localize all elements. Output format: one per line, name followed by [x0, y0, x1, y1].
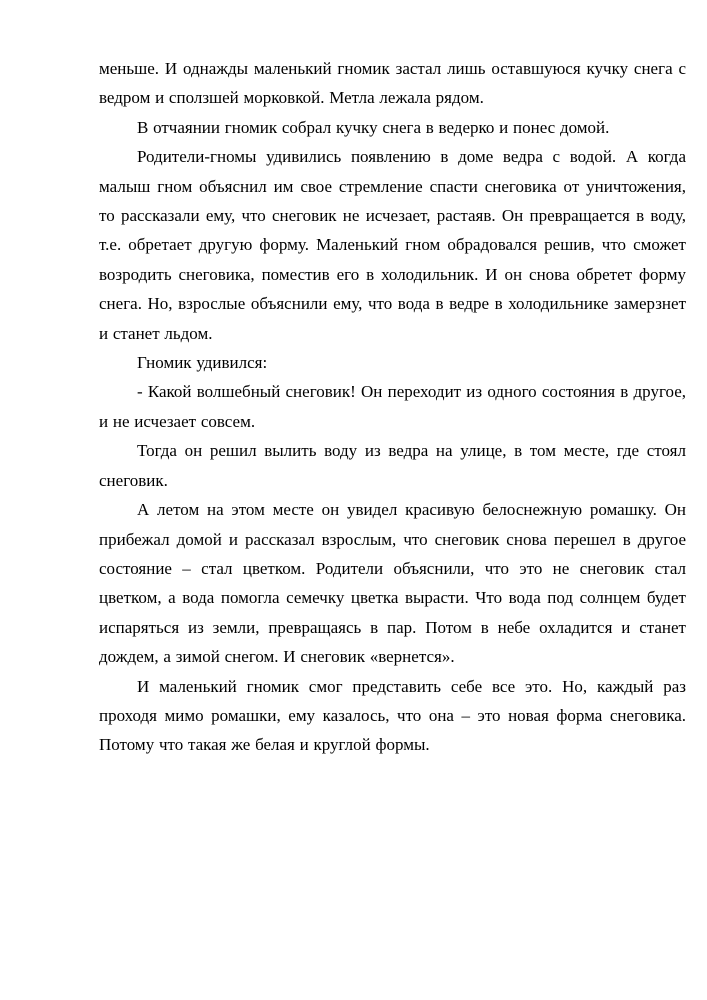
paragraph: В отчаянии гномик собрал кучку снега в ведерко и понес домой. — [137, 117, 610, 137]
paragraph: И маленький гномик смог представить себе все это. Но, каждый раз проходя мимо ромашки, ему казалось, что она – это новая форма снеговика. Потому что такая же белая и круглой формы. — [99, 676, 686, 755]
paragraph: А летом на этом месте он увидел красивую белоснежную ромашку. Он прибежал домой и рассказал взрослым, что снеговик снова перешел в другое состояние – стал цветком. Родители объяснили, что это не снеговик стал цветком, а вода помогла семечку цветка вырасти. Что вода под солнцем будет испаряться из земли, превращаясь в пар. Потом в небе охладится и станет дождем, а зимой снегом. И снеговик «вернется». — [99, 500, 686, 667]
paragraph: Родители-гномы удивились появлению в доме ведра с водой. А когда малыш гном объяснил им свое стремление спасти снеговика от уничтожения, то рассказали ему, что снеговик не исчезает, растаяв. Он превращается в воду, т.е. обретает другую форму. Маленький гном обрадовался решив, что сможет возродить снеговика, поместив его в холодильник. И он снова обретет форму снега. Но, взрослые объяснили ему, что вода в ведре в холодильнике замерзнет и станет льдом. — [99, 147, 686, 343]
paragraph: - Какой волшебный снеговик! Он переходит из одного состояния в другое, и не исчезает совсем. — [99, 382, 686, 431]
paragraph: Гномик удивился: — [137, 353, 268, 373]
paragraph: меньше. И однажды маленький гномик застал лишь оставшуюся кучку снега с ведром и сползшей морковкой. Метла лежала рядом. — [99, 59, 686, 108]
paragraph: Тогда он решил вылить воду из ведра на улице, в том месте, где стоял снеговик. — [99, 441, 686, 490]
